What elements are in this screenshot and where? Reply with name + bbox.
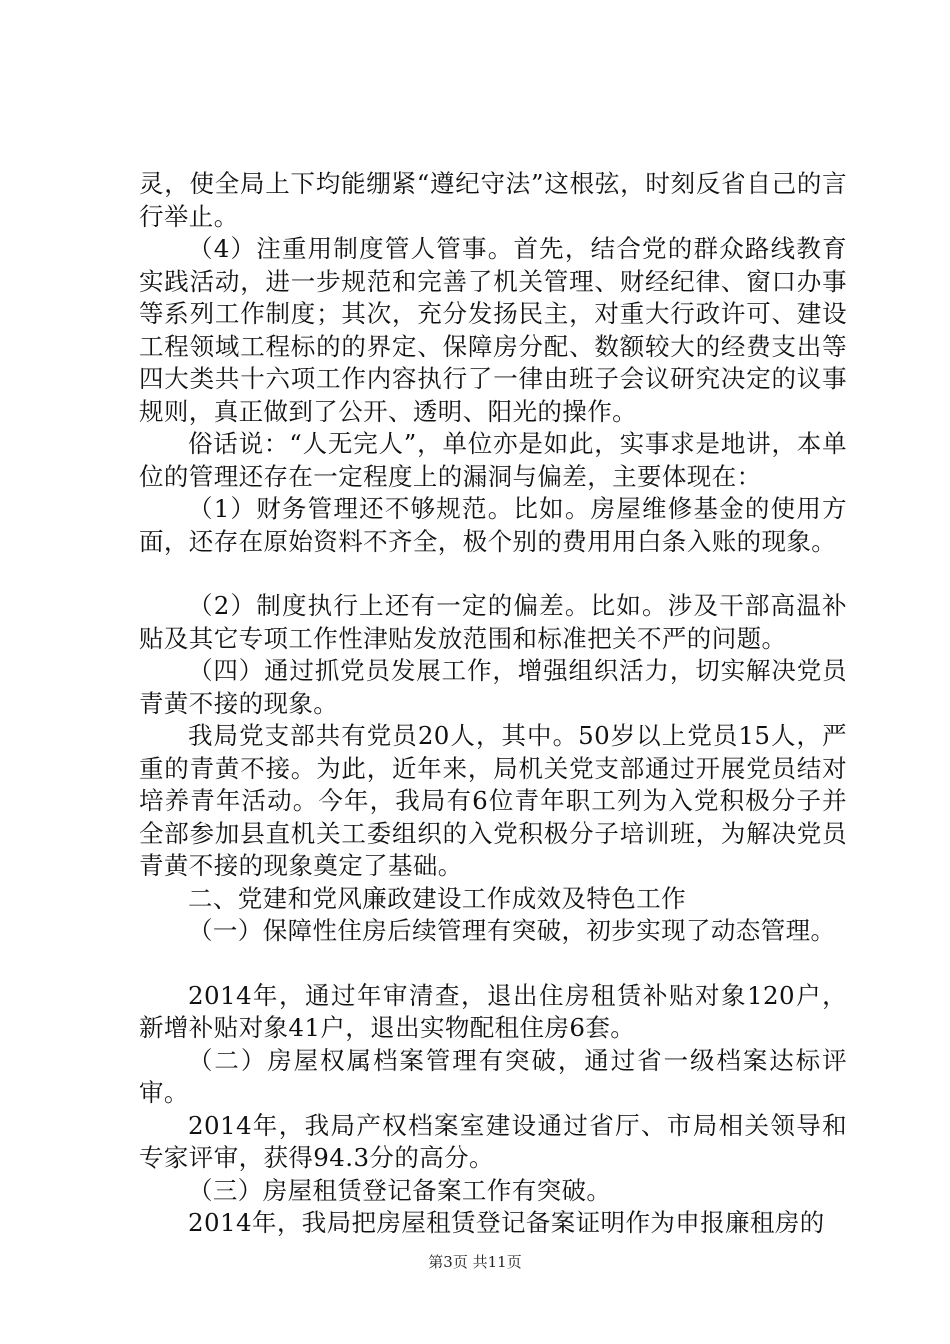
page-footer: 第3页 共11页	[428, 1253, 522, 1271]
section-heading-two: 二、党建和党风廉政建设工作成效及特色工作	[188, 883, 686, 913]
paragraph-item-2: （2）制度执行上还有一定的偏差。比如。涉及干部高温补贴及其它专项工作性津贴发放范围和标准把关不严的问题。	[139, 591, 847, 653]
paragraph-section-four: （四）通过抓党员发展工作，增强组织活力，切实解决党员青黄不接的现象。	[139, 656, 847, 718]
paragraph-gap	[139, 948, 847, 980]
paragraph-subsection-three: （三）房屋租赁登记备案工作有突破。	[188, 1175, 612, 1205]
paragraph-gap	[139, 558, 847, 590]
paragraph-archives-2014: 2014年，我局产权档案室建设通过省厅、市局相关领导和专家评审，获得94.3分的高分。	[139, 1110, 847, 1172]
paragraph-subsection-two: （二）房屋权属档案管理有突破，通过省一级档案达标评审。	[139, 1045, 847, 1107]
paragraph-shortcomings-intro: 俗话说：“人无完人”，单位亦是如此，实事求是地讲，本单位的管理还存在一定程度上的漏洞与偏差，主要体现在：	[139, 429, 847, 491]
paragraph-continuation: 灵，使全局上下均能绷紧“遵纪守法”这根弦，时刻反省自己的言行举止。	[139, 169, 847, 231]
paragraph-item-1: （1）财务管理还不够规范。比如。房屋维修基金的使用方面，还存在原始资料不齐全，极个别的费用用白条入账的现象。	[139, 494, 847, 556]
document-body	[139, 168, 847, 1240]
paragraph-item-4: （4）注重用制度管人管事。首先，结合党的群众路线教育实践活动，进一步规范和完善了机关管理、财经纪律、窗口办事等系列工作制度；其次，充分发扬民主，对重大行政许可、建设工程领域工程标的的界定、保障房分配、数额较大的经费支出等四大类共十六项工作内容执行了一律由班子会议研究决定的议事规则，真正做到了公开、透明、阳光的操作。	[139, 234, 847, 426]
paragraph-rental-2014: 2014年，我局把房屋租赁登记备案证明作为申报廉租房的	[188, 1208, 825, 1237]
paragraph-party-members: 我局党支部共有党员20人，其中。50岁以上党员15人，严重的青黄不接。为此，近年来，局机关党支部通过开展党员结对培养青年活动。今年，我局有6位青年职工列为入党积极分子并全部参加县直机关工委组织的入党积极分子培训班，为解决党员青黄不接的现象奠定了基础。	[139, 721, 847, 880]
paragraph-housing-2014: 2014年，通过年审清查，退出住房租赁补贴对象120户，新增补贴对象41户，退出实物配租住房6套。	[139, 980, 847, 1042]
paragraph-subsection-one: （一）保障性住房后续管理有突破，初步实现了动态管理。	[188, 916, 836, 945]
